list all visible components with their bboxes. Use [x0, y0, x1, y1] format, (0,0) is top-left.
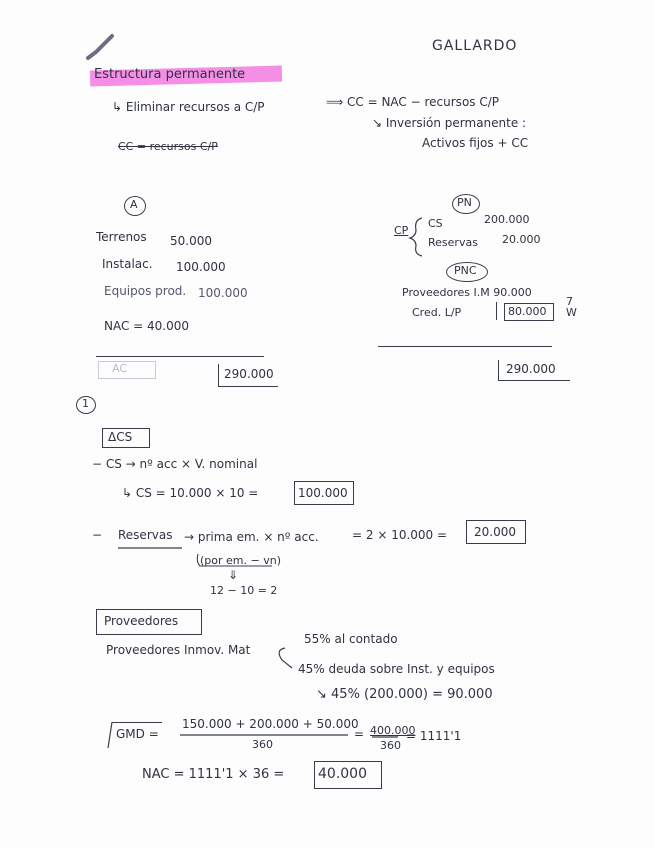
gmd-numerator: 150.000 + 200.000 + 50.000	[182, 717, 359, 731]
pnc-label: PNC	[454, 264, 477, 277]
step-number: 1	[82, 397, 89, 410]
pasivo-total-underline	[498, 380, 570, 381]
instalaciones-value: 100.000	[176, 260, 226, 274]
section-title: Estructura permanente	[94, 67, 246, 82]
note-inversion-permanente: ↘ Inversión permanente :	[372, 116, 527, 130]
cs-value: 200.000	[484, 213, 530, 226]
pasivo-total: 290.000	[506, 362, 556, 376]
proveedores-im: Proveedores I.M 90.000	[402, 286, 532, 299]
side-note: 7 W	[566, 295, 577, 319]
reservas-subarrow: ⇓	[228, 568, 239, 582]
cs-rule: − CS → nº acc × V. nominal	[92, 457, 258, 471]
reservas-subcalc: 12 − 10 = 2	[210, 584, 278, 597]
gmd-frac-denominator: 360	[380, 739, 401, 752]
reservas-result: 20.000	[474, 525, 516, 539]
proveedores-45: 45% deuda sobre Inst. y equipos	[298, 662, 495, 676]
note-eliminar-recursos: ↳ Eliminar recursos a C/P	[112, 100, 265, 114]
note-cc-formula: ⟹ CC = NAC − recursos C/P	[326, 95, 500, 109]
proveedores-calc: ↘ 45% (200.000) = 90.000	[316, 687, 493, 702]
activo-sum-line	[96, 356, 264, 357]
proveedores-box-label: Proveedores	[104, 614, 179, 628]
reservas-label: Reservas	[428, 236, 478, 249]
reservas-word: Reservas	[118, 528, 173, 542]
reservas-value: 20.000	[502, 233, 541, 246]
delta-cs-label: ΔCS	[108, 430, 133, 444]
cs-result: 100.000	[298, 486, 348, 500]
pn-label: PN	[457, 196, 472, 209]
activo-total-bar	[218, 364, 219, 386]
terrenos-value: 50.000	[170, 234, 212, 248]
proveedores-inmov: Proveedores Inmov. Mat	[106, 643, 251, 657]
note-activos-fijos: Activos fijos + CC	[422, 136, 529, 150]
reservas-rule: → prima em. × nº acc.	[184, 530, 319, 544]
cred-lp-label: Cred. L/P	[412, 306, 462, 319]
activo-total: 290.000	[224, 367, 274, 381]
activo-label: A	[130, 198, 138, 211]
nac-result: 40.000	[318, 766, 367, 782]
reservas-subnote: (por em. − vn)	[200, 554, 281, 567]
cs-calc: ↳ CS = 10.000 × 10 =	[122, 486, 259, 500]
gmd-denominator: 360	[252, 738, 273, 751]
gmd-box-top	[112, 722, 162, 723]
terrenos-label: Terrenos	[96, 230, 147, 244]
gmd-result: = 1111'1	[406, 729, 462, 743]
gmd-equals: =	[354, 727, 365, 741]
nac-activo: NAC = 40.000	[104, 319, 190, 333]
note-struck-cc: CC = recursos C/P	[118, 140, 218, 153]
cp-label: CP	[394, 224, 409, 237]
gmd-frac-numerator: 400.000	[370, 724, 416, 737]
proveedores-55: 55% al contado	[304, 632, 398, 646]
cs-label: CS	[428, 217, 443, 230]
pasivo-sum-line	[378, 346, 552, 347]
nac-calc: NAC = 1111'1 × 36 =	[142, 767, 285, 782]
cred-value: 80.000	[508, 305, 547, 318]
gmd-label: GMD =	[116, 727, 159, 741]
cred-box-left	[496, 302, 497, 320]
reservas-eq: = 2 × 10.000 =	[352, 528, 448, 542]
equipos-value: 100.000	[198, 286, 248, 300]
ac-label: AC	[112, 362, 128, 375]
student-name: GALLARDO	[432, 38, 518, 54]
activo-total-underline	[218, 386, 278, 387]
equipos-label: Equipos prod.	[104, 284, 187, 298]
pasivo-total-bar	[498, 360, 499, 380]
reservas-dash: −	[92, 528, 103, 542]
instalaciones-label: Instalac.	[102, 257, 153, 271]
